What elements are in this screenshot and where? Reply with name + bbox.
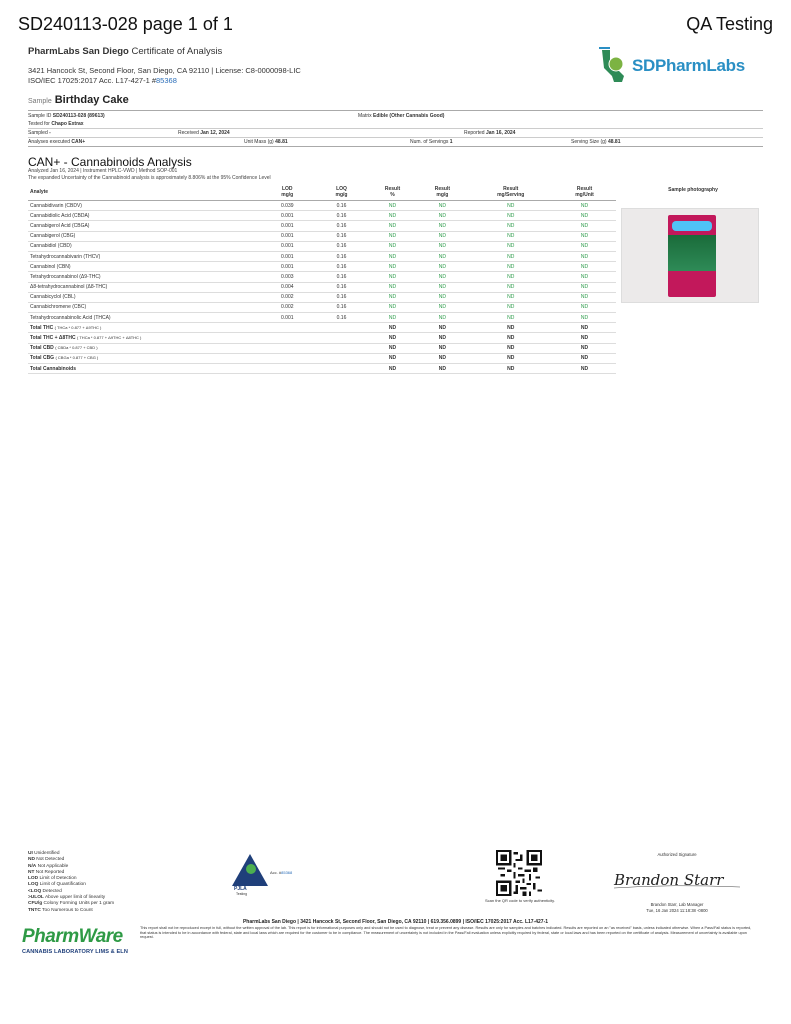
result-unit: ND bbox=[553, 323, 616, 333]
result-pct: ND bbox=[369, 272, 417, 282]
lab-address: 3421 Hancock St, Second Floor, San Diego, CA 92110 | License: C8-0000098-LIC bbox=[28, 66, 301, 75]
lod-value: 0.001 bbox=[260, 262, 314, 272]
analyte-name: Cannabidiol (CBD) bbox=[28, 241, 260, 251]
result-serving: ND bbox=[468, 364, 553, 374]
analyte-name: Δ8-tetrahydrocannabinol (Δ8-THC) bbox=[28, 282, 260, 292]
legend-item: <LOQ Detected bbox=[28, 888, 62, 894]
total-row bbox=[28, 323, 616, 333]
result-mgg: ND bbox=[416, 313, 468, 323]
serving-size: Serving Size (g) 48.81 bbox=[571, 139, 621, 145]
result-unit: ND bbox=[553, 364, 616, 374]
signature-caption bbox=[630, 902, 724, 914]
result-mgg: ND bbox=[416, 292, 468, 302]
col-lod: LOD mg/g bbox=[260, 184, 314, 201]
total-formula: ( CBGa * 0.877 + CBG ) bbox=[55, 355, 99, 361]
lod-value: 0.001 bbox=[260, 241, 314, 251]
table-row bbox=[28, 221, 616, 231]
result-mgg: ND bbox=[416, 272, 468, 282]
result-serving: ND bbox=[468, 262, 553, 272]
loq-value: 0.16 bbox=[314, 241, 368, 251]
result-serving: ND bbox=[468, 323, 553, 333]
pjla-accreditation-logo bbox=[226, 850, 296, 898]
loq-value: 0.16 bbox=[314, 313, 368, 323]
result-pct: ND bbox=[369, 282, 417, 292]
iso-link[interactable]: 85368 bbox=[156, 76, 177, 85]
loq-value: 0.16 bbox=[314, 292, 368, 302]
result-pct: ND bbox=[369, 251, 417, 261]
legend-item: LOD Limit of Detection bbox=[28, 876, 77, 882]
result-serving: ND bbox=[468, 241, 553, 251]
lod-value: 0.002 bbox=[260, 302, 314, 312]
document-type: Certificate of Analysis bbox=[131, 46, 223, 57]
result-unit: ND bbox=[553, 211, 616, 221]
result-serving: ND bbox=[468, 282, 553, 292]
result-serving: ND bbox=[468, 302, 553, 312]
pjla-acc-link[interactable]: 85368 bbox=[281, 870, 293, 875]
col-loq: LOQ mg/g bbox=[314, 184, 368, 201]
total-formula: ( CBDa * 0.877 + CBD ) bbox=[55, 345, 98, 351]
table-row bbox=[28, 282, 616, 292]
loq-value: 0.16 bbox=[314, 282, 368, 292]
result-pct: ND bbox=[369, 313, 417, 323]
result-serving: ND bbox=[468, 211, 553, 221]
matrix: Matrix Edible (Other Cannabis Good) bbox=[358, 113, 445, 119]
total-name: Total CBG ( CBGa * 0.877 + CBG ) bbox=[28, 353, 260, 363]
lab-name: PharmLabs San Diego bbox=[28, 46, 129, 57]
signature-timestamp: Tue, 16 Jan 2024 11:18:38 -0800 bbox=[646, 908, 708, 913]
result-mgg: ND bbox=[416, 282, 468, 292]
total-formula: ( THCa * 0.877 + Δ9THC + Δ8THC ) bbox=[76, 335, 142, 341]
loq-value: 0.16 bbox=[314, 272, 368, 282]
svg-text:Brandon Starr: Brandon Starr bbox=[614, 871, 724, 889]
result-mgg: ND bbox=[416, 241, 468, 251]
result-serving: ND bbox=[468, 292, 553, 302]
result-unit: ND bbox=[553, 221, 616, 231]
result-pct: ND bbox=[369, 201, 417, 211]
pjla-globe-icon bbox=[246, 864, 256, 874]
result-pct: ND bbox=[369, 353, 417, 363]
table-row bbox=[28, 313, 616, 323]
col-result-pct: Result % bbox=[369, 184, 417, 201]
total-row bbox=[28, 353, 616, 363]
total-name: Total CBD ( CBDa * 0.877 + CBD ) bbox=[28, 343, 260, 353]
result-unit: ND bbox=[553, 292, 616, 302]
table-row bbox=[28, 262, 616, 272]
result-pct: ND bbox=[369, 231, 417, 241]
legend-item: LOQ Limit of Quantification bbox=[28, 882, 86, 888]
legend-item: N/A Not Applicable bbox=[28, 863, 69, 869]
result-pct: ND bbox=[369, 364, 417, 374]
result-pct: ND bbox=[369, 333, 417, 343]
col-result-serving: Result mg/Serving bbox=[468, 184, 553, 201]
lod-value: 0.002 bbox=[260, 292, 314, 302]
lod-value: 0.001 bbox=[260, 211, 314, 221]
result-unit: ND bbox=[553, 353, 616, 363]
product-package-image bbox=[668, 215, 716, 297]
abbreviation-legend bbox=[28, 851, 114, 914]
sample-name: Birthday Cake bbox=[54, 94, 129, 106]
total-name: Total THC + Δ8THC ( THCa * 0.877 + Δ9THC + Δ8THC ) bbox=[28, 333, 260, 343]
lod-value: 0.001 bbox=[260, 251, 314, 261]
analyte-name: Tetrahydrocannabivarin (THCV) bbox=[28, 251, 260, 261]
legend-item: >ULOL Above upper limit of linearity bbox=[28, 895, 106, 901]
result-unit: ND bbox=[553, 343, 616, 353]
table-row bbox=[28, 201, 616, 211]
table-row bbox=[28, 251, 616, 261]
result-unit: ND bbox=[553, 262, 616, 272]
result-unit: ND bbox=[553, 251, 616, 261]
signature-header: Authorized Signature bbox=[657, 852, 697, 857]
legend-item: NT Not Reported bbox=[28, 869, 65, 875]
result-serving: ND bbox=[468, 221, 553, 231]
analyte-name: Cannabinol (CBN) bbox=[28, 262, 260, 272]
total-name: Total THC ( THCa * 0.877 + Δ9THC ) bbox=[28, 323, 260, 333]
loq-value: 0.16 bbox=[314, 262, 368, 272]
analyte-name: Cannabigerol (CBG) bbox=[28, 231, 260, 241]
divider bbox=[28, 146, 763, 147]
result-unit: ND bbox=[553, 241, 616, 251]
table-row bbox=[28, 241, 616, 251]
result-unit: ND bbox=[553, 231, 616, 241]
analyte-name: Tetrahydrocannabinol (Δ9-THC) bbox=[28, 272, 260, 282]
document-category: QA Testing bbox=[686, 14, 773, 34]
result-mgg: ND bbox=[416, 353, 468, 363]
table-row bbox=[28, 231, 616, 241]
divider bbox=[28, 137, 763, 138]
analysis-subtitle: Analyzed Jan 16, 2024 | Instrument HPLC-VWD | Method SOP-001 bbox=[28, 168, 178, 174]
analyte-name: Cannabidiolic Acid (CBDA) bbox=[28, 211, 260, 221]
lod-value: 0.003 bbox=[260, 272, 314, 282]
result-unit: ND bbox=[553, 313, 616, 323]
lab-heading bbox=[28, 46, 222, 57]
col-analyte: Analyte bbox=[28, 184, 260, 201]
legend-item: UI Unidentified bbox=[28, 851, 60, 856]
tested-for: Tested for Chapo Extrax bbox=[28, 121, 84, 127]
result-unit: ND bbox=[553, 272, 616, 282]
result-mgg: ND bbox=[416, 343, 468, 353]
total-formula: ( THCa * 0.877 + Δ9THC ) bbox=[54, 324, 102, 330]
num-servings: Num. of Servings 1 bbox=[410, 139, 453, 145]
total-name: Total Cannabinoids bbox=[28, 364, 260, 374]
california-map-icon bbox=[596, 46, 632, 86]
pjla-acc: Acc. #85368 bbox=[270, 870, 293, 875]
result-serving: ND bbox=[468, 343, 553, 353]
result-mgg: ND bbox=[416, 323, 468, 333]
footer-disclaimer: This report shall not be reproduced except in full, without the written approval of the lab. This report is for informational purposes only and should not be used to diagnose, treat or prevent any disease. Results are only for samples and batches indicated. Results are reported on an "as received" basis, unless indicated otherwise. When a Pass/Fail status is reported, that status is intended to be in accordance with federal, state and local laws which are required for the customer to be in compliance. The measurement of uncertainty is not included in the Pass/Fail evaluation unless explicitly required by federal, state or local laws and has been reported on the certificate of analysis. Measurement of uncertainty is available upon request. bbox=[140, 926, 752, 940]
analyses-executed: Analyses executed CAN+ bbox=[28, 139, 86, 145]
total-row bbox=[28, 364, 616, 374]
reported: Reported Jan 16, 2024 bbox=[464, 130, 516, 136]
iso-line: ISO/IEC 17025:2017 Acc. L17-427-1 #85368 bbox=[28, 76, 177, 85]
table-row bbox=[28, 272, 616, 282]
col-result-unit: Result mg/Unit bbox=[553, 184, 616, 201]
footer-contact: PharmLabs San Diego | 3421 Hancock St, Second Floor, San Diego, CA 92110 | 619.356.0899 | ISO/IEC 17025:2017 Acc. L17-427-1 bbox=[242, 919, 549, 925]
unit-mass: Unit Mass (g) 48.81 bbox=[244, 139, 288, 145]
result-serving: ND bbox=[468, 251, 553, 261]
result-pct: ND bbox=[369, 211, 417, 221]
sample-photo bbox=[621, 208, 759, 303]
result-serving: ND bbox=[468, 353, 553, 363]
result-mgg: ND bbox=[416, 251, 468, 261]
result-mgg: ND bbox=[416, 333, 468, 343]
divider bbox=[28, 110, 763, 111]
lod-value: 0.004 bbox=[260, 282, 314, 292]
result-pct: ND bbox=[369, 262, 417, 272]
loq-value: 0.16 bbox=[314, 251, 368, 261]
qr-caption: Scan the QR code to verify authenticity. bbox=[485, 898, 555, 903]
result-pct: ND bbox=[369, 302, 417, 312]
lod-value: 0.039 bbox=[260, 201, 314, 211]
table-row bbox=[28, 302, 616, 312]
handwritten-signature bbox=[612, 866, 744, 892]
loq-value: 0.16 bbox=[314, 221, 368, 231]
legend-item: ND Not Detected bbox=[28, 857, 65, 863]
result-unit: ND bbox=[553, 282, 616, 292]
logo-text: SDPharmLabs bbox=[632, 56, 745, 75]
result-serving: ND bbox=[468, 201, 553, 211]
divider bbox=[28, 128, 763, 129]
loq-value: 0.16 bbox=[314, 302, 368, 312]
sample-name-line bbox=[28, 94, 129, 106]
result-mgg: ND bbox=[416, 364, 468, 374]
table-body bbox=[28, 201, 616, 374]
pharmware-tagline: CANNABIS LABORATORY LIMS & ELN bbox=[22, 949, 128, 955]
result-pct: ND bbox=[369, 241, 417, 251]
result-mgg: ND bbox=[416, 201, 468, 211]
analyte-name: Cannabichromene (CBC) bbox=[28, 302, 260, 312]
result-serving: ND bbox=[468, 313, 553, 323]
pjla-name: PJLA bbox=[234, 886, 247, 892]
result-serving: ND bbox=[468, 231, 553, 241]
signer-name: Brandon Starr, Lab Manager bbox=[650, 902, 704, 907]
analysis-title: CAN+ - Cannabinoids Analysis bbox=[28, 155, 192, 169]
result-mgg: ND bbox=[416, 221, 468, 231]
result-serving: ND bbox=[468, 272, 553, 282]
result-unit: ND bbox=[553, 302, 616, 312]
table-row bbox=[28, 292, 616, 302]
total-row bbox=[28, 333, 616, 343]
table-header-row bbox=[28, 184, 616, 201]
result-serving: ND bbox=[468, 333, 553, 343]
pharmware-name: PharmWare bbox=[22, 926, 123, 947]
cannabinoids-table bbox=[28, 184, 616, 374]
result-mgg: ND bbox=[416, 211, 468, 221]
document-id: SD240113-028 page 1 of 1 bbox=[18, 14, 233, 34]
received: Received Jan 12, 2024 bbox=[178, 130, 230, 136]
analyte-name: Cannabigerol Acid (CBGA) bbox=[28, 221, 260, 231]
table-row bbox=[28, 211, 616, 221]
legend-item: TNTC Too Numerous to Count bbox=[28, 907, 93, 913]
result-pct: ND bbox=[369, 221, 417, 231]
pharmware-logo bbox=[22, 926, 130, 962]
lod-value: 0.001 bbox=[260, 313, 314, 323]
loq-value: 0.16 bbox=[314, 201, 368, 211]
result-mgg: ND bbox=[416, 262, 468, 272]
verification-qr-code[interactable] bbox=[496, 850, 542, 896]
sdpharmlabs-logo bbox=[596, 46, 766, 86]
analyte-name: Tetrahydrocannabinolic Acid (THCA) bbox=[28, 313, 260, 323]
result-mgg: ND bbox=[416, 231, 468, 241]
lod-value: 0.001 bbox=[260, 231, 314, 241]
lod-value: 0.001 bbox=[260, 221, 314, 231]
analyte-name: Cannabicyclol (CBL) bbox=[28, 292, 260, 302]
result-unit: ND bbox=[553, 333, 616, 343]
loq-value: 0.16 bbox=[314, 231, 368, 241]
result-pct: ND bbox=[369, 323, 417, 333]
pjla-sub: Testing bbox=[236, 892, 248, 896]
lab-address-block bbox=[28, 66, 301, 86]
analyte-name: Cannabidivarin (CBDV) bbox=[28, 201, 260, 211]
sample-id: Sample ID SD240113-028 (89613) bbox=[28, 113, 105, 119]
sample-label: Sample bbox=[28, 98, 52, 105]
result-pct: ND bbox=[369, 343, 417, 353]
sampled: Sampled - bbox=[28, 130, 51, 136]
total-row bbox=[28, 343, 616, 353]
uncertainty-note: The expanded Uncertainty of the Cannabinoid analysis is approximately 8.806% at the 95% Confidence Level bbox=[28, 175, 271, 181]
result-mgg: ND bbox=[416, 302, 468, 312]
col-result-mgg: Result mg/g bbox=[416, 184, 468, 201]
result-pct: ND bbox=[369, 292, 417, 302]
loq-value: 0.16 bbox=[314, 211, 368, 221]
legend-item: CFU/g Colony Forming Units per 1 gram bbox=[28, 901, 115, 907]
photo-header: Sample photography bbox=[668, 187, 718, 193]
result-unit: ND bbox=[553, 201, 616, 211]
